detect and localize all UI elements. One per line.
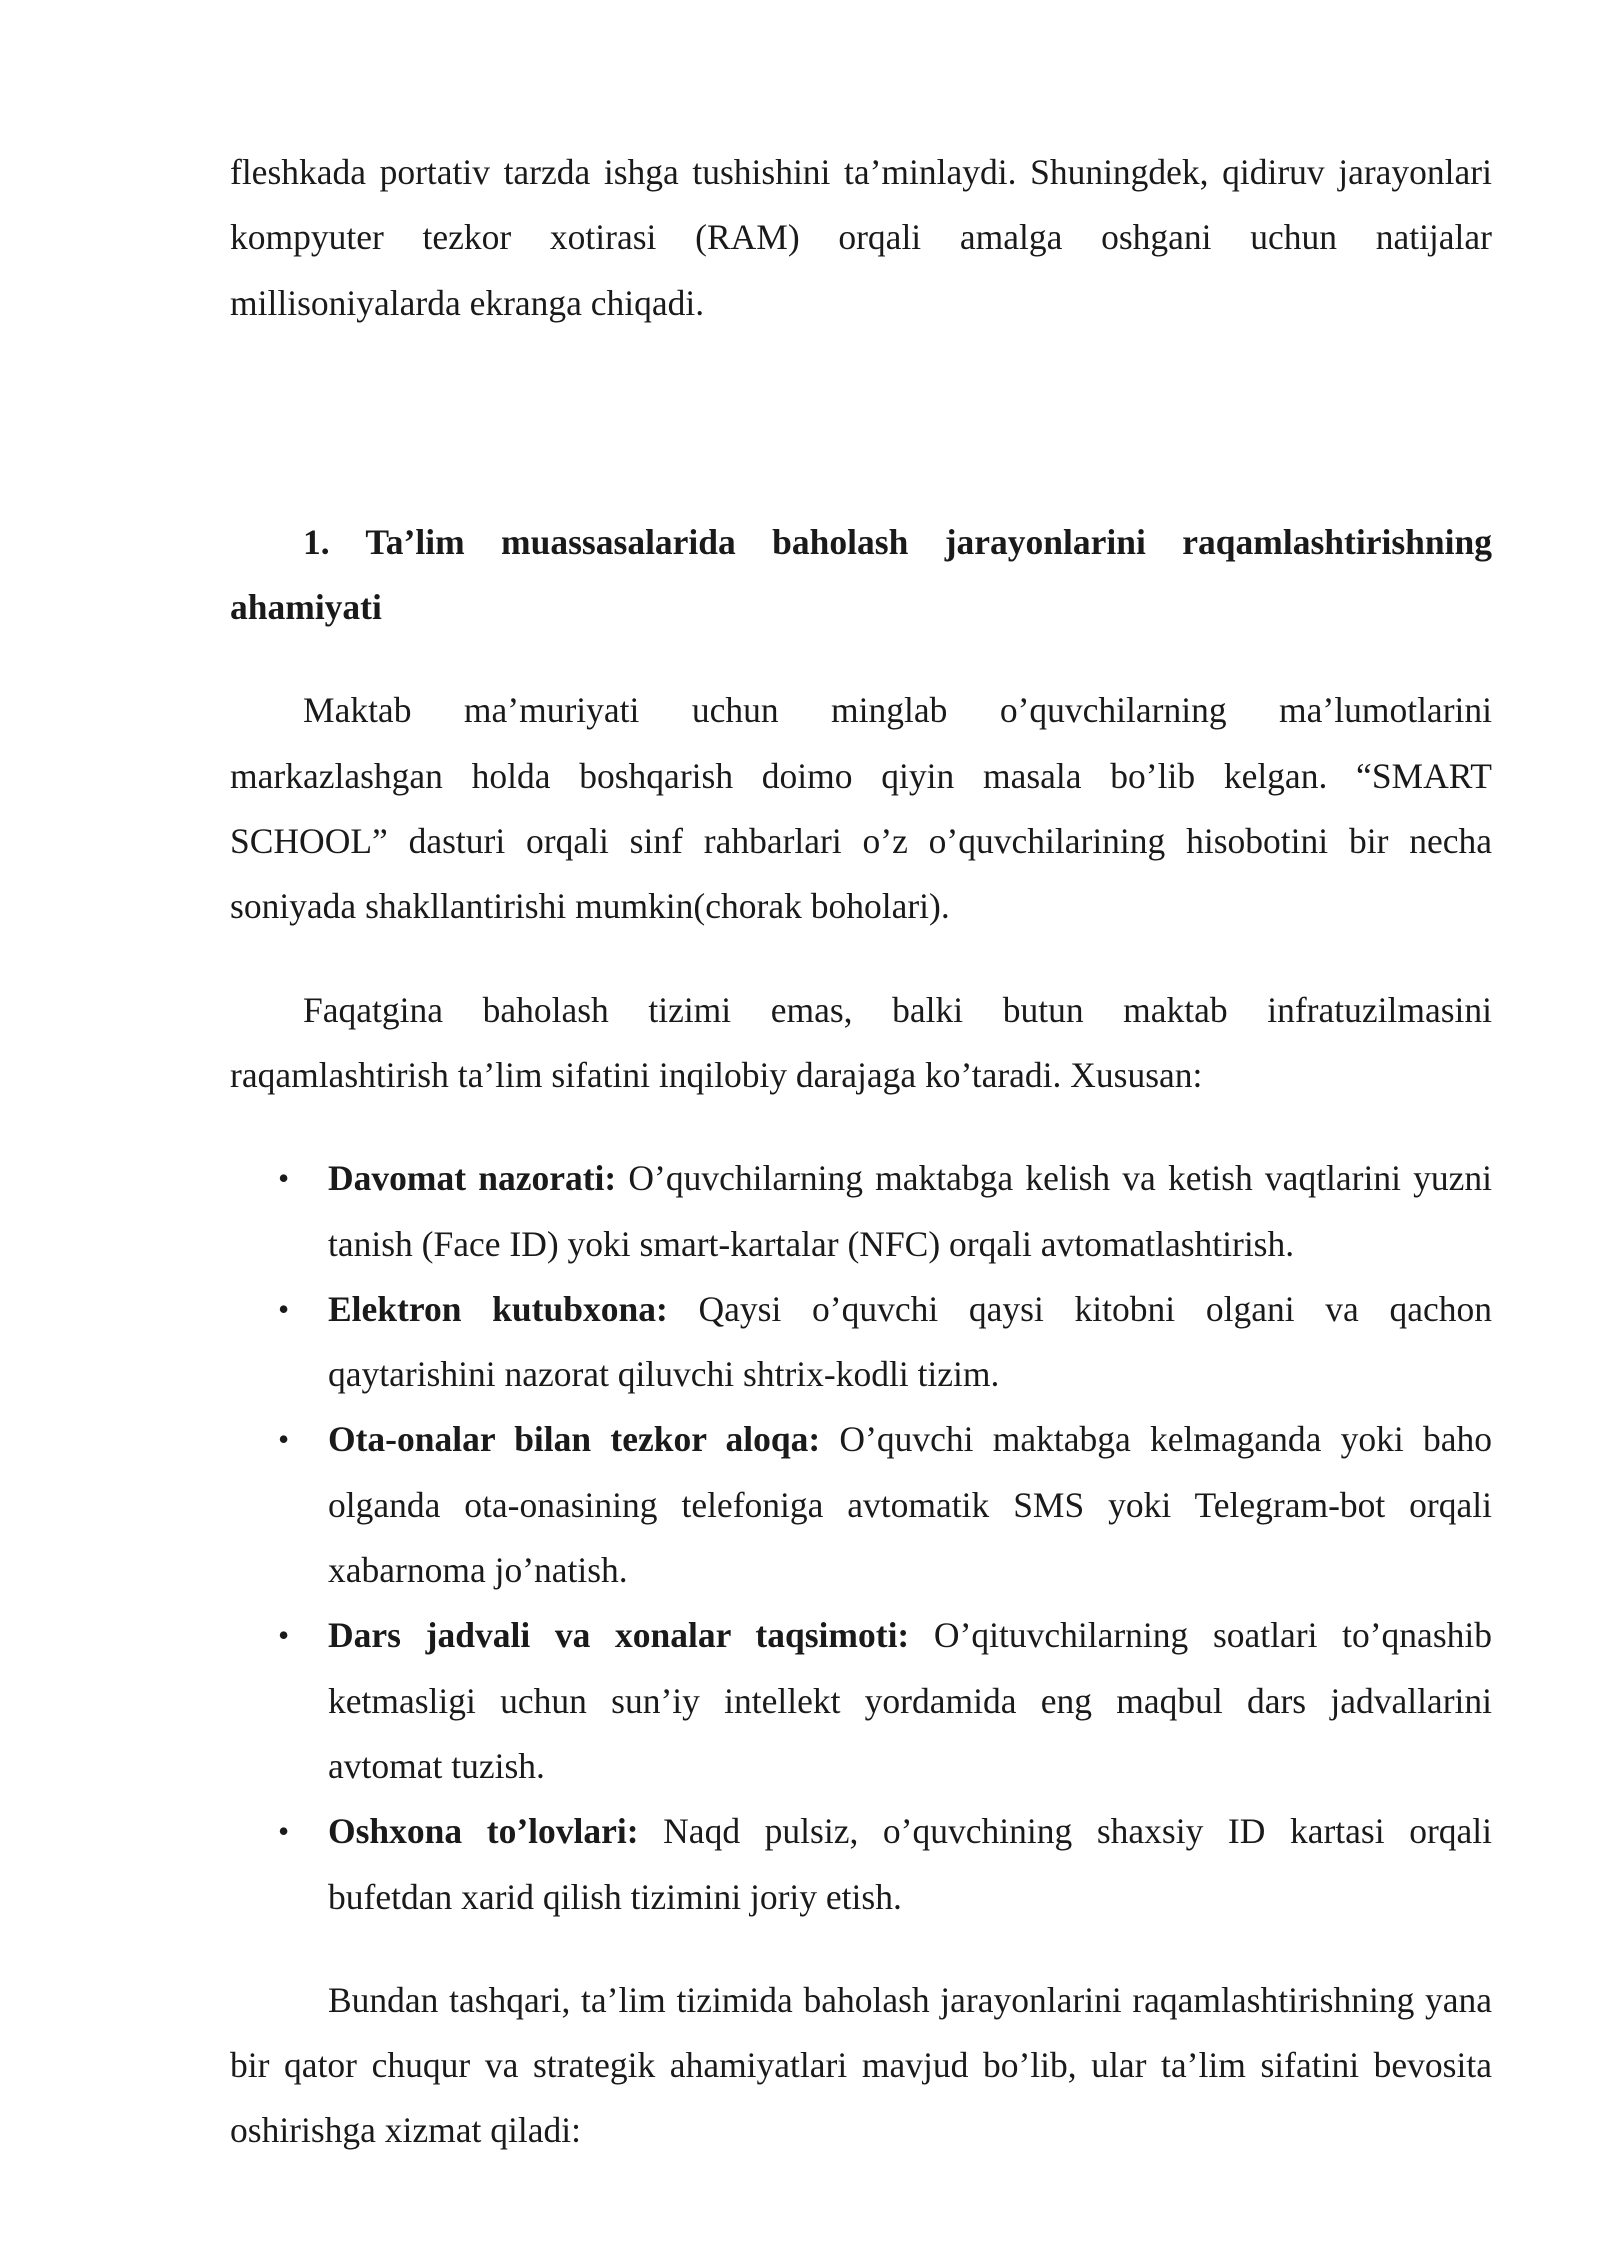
body-paragraph-3: Bundan tashqari, ta’lim tizimida baholash jarayonlarini raqamlashtirishning yana bir qator chuqur va strategik ahamiyatlari mavjud bo’lib, ular ta’lim sifatini bevosita oshirishga xizmat qiladi: — [230, 1979, 1492, 2151]
body-paragraph-1: Maktab ma’muriyati uchun minglab o’quvchilarning ma’lumotlarini markazlashgan holda boshqarish doimo qiyin masala bo’lib kelgan. “SMART SCHOOL” dasturi orqali sinf rahbarlari o’z o’quvchilarining hisobotini bir necha soniyada shakllantirishi mumkin(chorak boholari). — [230, 690, 1492, 927]
intro-paragraph: fleshkada portativ tarzda ishga tushishini ta’minlaydi. Shuningdek, qidiruv jarayonlari kompyuter tezkor xotirasi (RAM) orqali amalga oshgani uchun natijalar millisoniyalarda ekranga chiqadi. — [230, 152, 1492, 323]
bullet-icon: • — [278, 1421, 290, 1458]
list-item — [230, 1277, 1492, 1408]
list-item-term: Ota-onalar bilan tezkor aloqa: — [328, 1419, 821, 1460]
list-item-text: O’qituvchilarning soatlari to’qnashib ketmasligi uchun sun’iy intellekt yordamida eng maqbul dars jadvallarini avtomat tuzish. — [328, 1615, 1492, 1786]
list-item-text: O’quvchi maktabga kelmaganda yoki baho olganda ota-onasining telefoniga avtomatik SMS yoki Telegram-bot orqali xabarnoma jo’natish. — [328, 1419, 1492, 1591]
list-item — [230, 1146, 1492, 1277]
list-item-term: Elektron kutubxona: — [328, 1288, 668, 1329]
document-page — [230, 140, 1492, 2164]
list-item — [230, 1799, 1492, 1930]
list-item-text: Naqd pulsiz, o’quvchining shaxsiy ID kartasi orqali bufetdan xarid qilish tizimini joriy etish. — [328, 1811, 1492, 1917]
feature-list — [230, 1146, 1492, 1930]
list-item-term: Davomat nazorati: — [328, 1158, 617, 1199]
body-paragraph-2: Faqatgina baholash tizimi emas, balki butun maktab infratuzilmasini raqamlashtirish ta’lim sifatini inqilobiy darajaga ko’taradi. Xususan: — [230, 989, 1492, 1095]
list-item-text: O’quvchilarning maktabga kelish va ketish vaqtlarini yuzni tanish (Face ID) yoki smart-kartalar (NFC) orqali avtomatlashtirish. — [328, 1158, 1493, 1264]
bullet-icon: • — [278, 1290, 290, 1327]
list-item-text: Qaysi o’quvchi qaysi kitobni olgani va qachon qaytarishini nazorat qiluvchi shtrix-kodli tizim. — [328, 1288, 1492, 1395]
section-heading: 1. Ta’lim muassasalarida baholash jarayonlarini raqamlashtirishning ahamiyati — [230, 521, 1492, 628]
list-item-term: Dars jadvali va xonalar taqsimoti: — [328, 1615, 910, 1656]
list-item-term: Oshxona to’lovlari: — [328, 1811, 639, 1852]
bullet-icon: • — [278, 1617, 290, 1654]
list-item — [230, 1603, 1492, 1799]
bullet-icon: • — [278, 1160, 290, 1197]
list-item — [230, 1407, 1492, 1603]
bullet-icon: • — [278, 1813, 290, 1850]
